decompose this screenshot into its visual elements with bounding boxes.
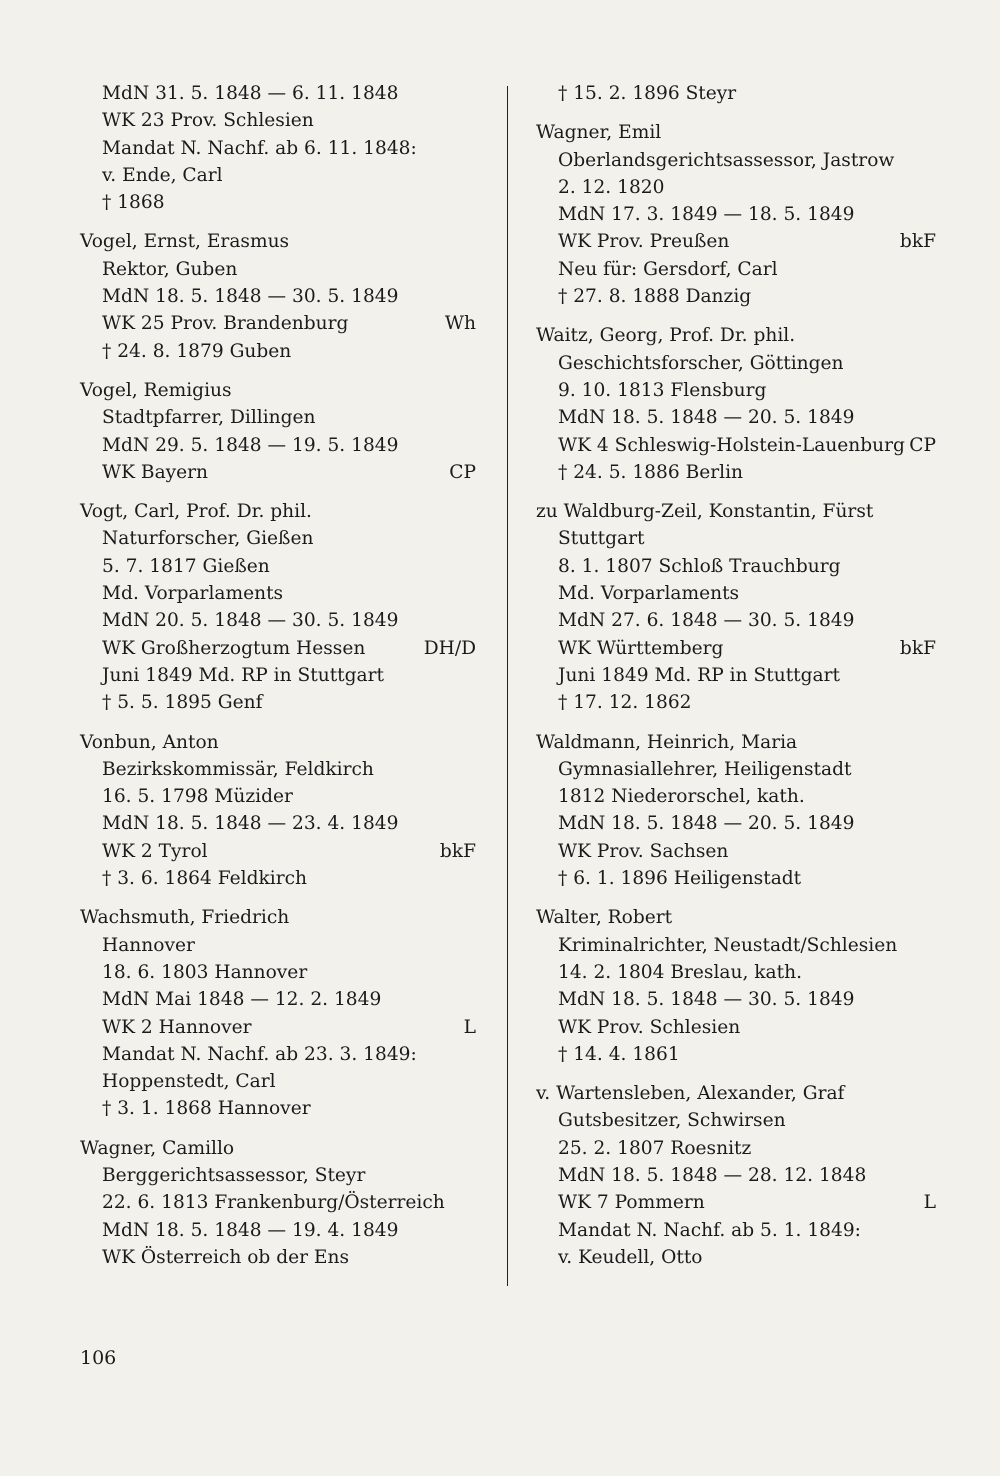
entry-line xyxy=(80,783,476,810)
column-divider xyxy=(507,86,508,1286)
line-text: Naturforscher, Gießen xyxy=(102,528,314,550)
entry-line xyxy=(536,783,936,810)
entry-line xyxy=(536,756,936,783)
entry-line xyxy=(536,174,936,201)
entry-line xyxy=(80,959,476,986)
line-text: MdN 27. 6. 1848 — 30. 5. 1849 xyxy=(558,610,855,632)
line-text: Hoppenstedt, Carl xyxy=(102,1071,276,1093)
line-text: Rektor, Guben xyxy=(102,258,238,280)
entry-name xyxy=(80,729,476,756)
party-code: bkF xyxy=(899,231,936,253)
line-text: 25. 2. 1807 Roesnitz xyxy=(558,1137,752,1159)
line-text: v. Keudell, Otto xyxy=(558,1246,703,1268)
line-text: MdN 18. 5. 1848 — 30. 5. 1849 xyxy=(558,989,855,1011)
line-text: Waldmann, Heinrich, Maria xyxy=(536,731,798,753)
line-text: Wagner, Emil xyxy=(536,122,662,144)
line-text: WK 23 Prov. Schlesien xyxy=(102,110,314,132)
biography-entry xyxy=(80,1135,476,1271)
line-text: Berggerichtsassessor, Steyr xyxy=(102,1164,366,1186)
entry-line xyxy=(536,1217,936,1244)
biography-entry xyxy=(80,377,476,486)
line-text: Vogel, Remigius xyxy=(80,379,232,401)
entry-name xyxy=(80,904,476,931)
entry-line xyxy=(536,525,936,552)
party-code: Wh xyxy=(444,313,476,335)
line-text: WK Österreich ob der Ens xyxy=(102,1246,350,1268)
entry-name xyxy=(536,904,936,931)
party-code: DH/D xyxy=(423,637,476,659)
entry-line xyxy=(80,432,476,459)
line-text: MdN 17. 3. 1849 — 18. 5. 1849 xyxy=(558,204,855,226)
entry-line xyxy=(536,932,936,959)
right-column xyxy=(536,80,936,1283)
entry-line xyxy=(536,228,936,255)
line-text: † 6. 1. 1896 Heiligenstadt xyxy=(558,868,802,890)
entry-line xyxy=(536,1107,936,1134)
line-text: † 3. 1. 1868 Hannover xyxy=(102,1098,311,1120)
line-text: Juni 1849 Md. RP in Stuttgart xyxy=(558,664,840,686)
entry-name xyxy=(80,228,476,255)
line-text: WK 4 Schleswig-Holstein-Lauenburg xyxy=(558,434,905,456)
entry-name xyxy=(80,498,476,525)
entry-line xyxy=(80,580,476,607)
line-text: MdN 29. 5. 1848 — 19. 5. 1849 xyxy=(102,434,399,456)
biography-entry xyxy=(80,904,476,1122)
line-text: WK Prov. Preußen xyxy=(558,231,730,253)
entry-line xyxy=(80,80,476,107)
entry-line xyxy=(80,756,476,783)
line-text: Geschichtsforscher, Göttingen xyxy=(558,352,844,374)
line-text: † 27. 8. 1888 Danzig xyxy=(558,286,752,308)
biography-entry xyxy=(80,729,476,893)
line-text: 9. 10. 1813 Flensburg xyxy=(558,379,767,401)
entry-line xyxy=(80,607,476,634)
line-text: MdN 18. 5. 1848 — 20. 5. 1849 xyxy=(558,813,855,835)
line-text: † 3. 6. 1864 Feldkirch xyxy=(102,868,307,890)
entry-line xyxy=(536,662,936,689)
line-text: zu Waldburg-Zeil, Konstantin, Fürst xyxy=(536,501,874,523)
party-code: L xyxy=(923,1192,936,1214)
biography-entry xyxy=(536,904,936,1068)
party-code: CP xyxy=(449,461,476,483)
entry-line xyxy=(536,1135,936,1162)
line-text: WK Bayern xyxy=(102,461,209,483)
line-text: Mandat N. Nachf. ab 5. 1. 1849: xyxy=(558,1219,861,1241)
entry-line xyxy=(80,107,476,134)
biography-entry xyxy=(80,80,476,216)
line-text: Walter, Robert xyxy=(536,907,673,929)
line-text: WK Prov. Schlesien xyxy=(558,1016,741,1038)
entry-line xyxy=(536,459,936,486)
line-text: † 24. 5. 1886 Berlin xyxy=(558,461,743,483)
line-text: WK 2 Tyrol xyxy=(102,840,208,862)
entry-line xyxy=(80,1217,476,1244)
line-text: Gutsbesitzer, Schwirsen xyxy=(558,1110,786,1132)
line-text: v. Wartensleben, Alexander, Graf xyxy=(536,1083,845,1105)
line-text: MdN 18. 5. 1848 — 30. 5. 1849 xyxy=(102,286,399,308)
line-text: Mandat N. Nachf. ab 23. 3. 1849: xyxy=(102,1043,417,1065)
entry-line xyxy=(80,689,476,716)
line-text: Stadtpfarrer, Dillingen xyxy=(102,407,316,429)
line-text: Neu für: Gersdorf, Carl xyxy=(558,258,778,280)
biography-entry xyxy=(536,119,936,310)
entry-line xyxy=(80,1068,476,1095)
line-text: MdN Mai 1848 — 12. 2. 1849 xyxy=(102,989,382,1011)
line-text: WK 2 Hannover xyxy=(102,1016,252,1038)
party-code: bkF xyxy=(439,840,476,862)
line-text: † 17. 12. 1862 xyxy=(558,692,692,714)
line-text: Waitz, Georg, Prof. Dr. phil. xyxy=(536,325,796,347)
line-text: MdN 31. 5. 1848 — 6. 11. 1848 xyxy=(102,83,399,104)
line-text: Md. Vorparlaments xyxy=(102,583,284,605)
entry-line xyxy=(80,1014,476,1041)
entry-line xyxy=(536,838,936,865)
line-text: Md. Vorparlaments xyxy=(558,583,740,605)
entry-line xyxy=(536,553,936,580)
entry-name xyxy=(536,322,936,349)
left-column xyxy=(80,80,476,1283)
entry-line xyxy=(536,580,936,607)
entry-line xyxy=(80,635,476,662)
party-code: bkF xyxy=(899,637,936,659)
entry-name xyxy=(80,1135,476,1162)
entry-line xyxy=(80,865,476,892)
entry-line xyxy=(80,932,476,959)
entry-line xyxy=(80,338,476,365)
line-text: MdN 18. 5. 1848 — 20. 5. 1849 xyxy=(558,407,855,429)
entry-line xyxy=(80,838,476,865)
line-text: MdN 18. 5. 1848 — 28. 12. 1848 xyxy=(558,1164,867,1186)
entry-line xyxy=(80,525,476,552)
line-text: † 5. 5. 1895 Genf xyxy=(102,692,263,714)
entry-line xyxy=(80,1041,476,1068)
entry-line xyxy=(536,1041,936,1068)
entry-line xyxy=(80,135,476,162)
line-text: WK Großherzogtum Hessen xyxy=(102,637,366,659)
entry-line xyxy=(536,256,936,283)
entry-line xyxy=(536,1189,936,1216)
entry-line xyxy=(536,810,936,837)
line-text: Vonbun, Anton xyxy=(80,731,219,753)
line-text: 14. 2. 1804 Breslau, kath. xyxy=(558,961,802,983)
line-text: † 24. 8. 1879 Guben xyxy=(102,340,292,362)
biography-entry xyxy=(80,498,476,716)
biography-entry xyxy=(536,498,936,716)
line-text: Juni 1849 Md. RP in Stuttgart xyxy=(102,664,384,686)
entry-line xyxy=(80,256,476,283)
entry-line xyxy=(536,404,936,431)
line-text: Hannover xyxy=(102,934,195,956)
line-text: 5. 7. 1817 Gießen xyxy=(102,555,270,577)
entry-line xyxy=(536,1244,936,1271)
entry-line xyxy=(536,201,936,228)
entry-line xyxy=(536,432,936,459)
entry-line xyxy=(536,959,936,986)
biography-entry xyxy=(536,729,936,893)
biography-entry xyxy=(536,1080,936,1271)
party-code: CP xyxy=(909,434,936,456)
entry-line xyxy=(536,1162,936,1189)
party-code: L xyxy=(463,1016,476,1038)
line-text: 8. 1. 1807 Schloß Trauchburg xyxy=(558,555,841,577)
biography-entry xyxy=(536,322,936,486)
entry-line xyxy=(80,1244,476,1271)
line-text: Gymnasiallehrer, Heiligenstadt xyxy=(558,758,852,780)
entry-line xyxy=(536,377,936,404)
entry-line xyxy=(80,310,476,337)
entry-line xyxy=(536,1014,936,1041)
entry-line xyxy=(80,986,476,1013)
entry-line xyxy=(80,283,476,310)
entry-line xyxy=(80,1189,476,1216)
line-text: † 14. 4. 1861 xyxy=(558,1043,680,1065)
line-text: MdN 18. 5. 1848 — 23. 4. 1849 xyxy=(102,813,399,835)
entry-line xyxy=(80,662,476,689)
page-number: 106 xyxy=(80,1347,117,1369)
entry-line xyxy=(536,147,936,174)
line-text: Wachsmuth, Friedrich xyxy=(80,907,290,929)
line-text: Mandat N. Nachf. ab 6. 11. 1848: xyxy=(102,137,417,159)
entry-line xyxy=(80,1162,476,1189)
entry-line xyxy=(80,404,476,431)
line-text: † 15. 2. 1896 Steyr xyxy=(558,83,737,104)
biography-entry xyxy=(80,228,476,364)
line-text: Vogt, Carl, Prof. Dr. phil. xyxy=(80,501,312,523)
line-text: Wagner, Camillo xyxy=(80,1137,235,1159)
entry-line xyxy=(80,162,476,189)
line-text: WK 25 Prov. Brandenburg xyxy=(102,313,349,335)
entry-line xyxy=(80,810,476,837)
entry-line xyxy=(536,865,936,892)
entry-line xyxy=(536,350,936,377)
entry-name xyxy=(536,119,936,146)
biography-entry xyxy=(536,80,936,107)
entry-line xyxy=(536,283,936,310)
entry-line xyxy=(80,553,476,580)
line-text: MdN 18. 5. 1848 — 19. 4. 1849 xyxy=(102,1219,399,1241)
entry-line xyxy=(536,80,936,107)
line-text: 18. 6. 1803 Hannover xyxy=(102,961,308,983)
entry-line xyxy=(536,635,936,662)
line-text: Bezirkskommissär, Feldkirch xyxy=(102,758,374,780)
line-text: † 1868 xyxy=(102,192,165,214)
line-text: 1812 Niederorschel, kath. xyxy=(558,786,805,808)
line-text: 22. 6. 1813 Frankenburg/Österreich xyxy=(102,1192,445,1214)
line-text: WK Prov. Sachsen xyxy=(558,840,729,862)
line-text: v. Ende, Carl xyxy=(102,164,223,186)
line-text: 2. 12. 1820 xyxy=(558,176,665,198)
entry-line xyxy=(536,689,936,716)
line-text: MdN 20. 5. 1848 — 30. 5. 1849 xyxy=(102,610,399,632)
line-text: 16. 5. 1798 Müzider xyxy=(102,786,293,808)
line-text: Vogel, Ernst, Erasmus xyxy=(80,231,290,253)
entry-name xyxy=(536,729,936,756)
line-text: Stuttgart xyxy=(558,528,645,550)
line-text: WK Württemberg xyxy=(558,637,724,659)
entry-line xyxy=(536,986,936,1013)
entry-name xyxy=(536,1080,936,1107)
entry-line xyxy=(80,459,476,486)
entry-name xyxy=(80,377,476,404)
line-text: Kriminalrichter, Neustadt/Schlesien xyxy=(558,934,898,956)
entry-line xyxy=(536,607,936,634)
entry-line xyxy=(80,189,476,216)
line-text: Oberlandsgerichtsassessor, Jastrow xyxy=(558,149,895,171)
line-text: WK 7 Pommern xyxy=(558,1192,705,1214)
entry-line xyxy=(80,1095,476,1122)
entry-name xyxy=(536,498,936,525)
